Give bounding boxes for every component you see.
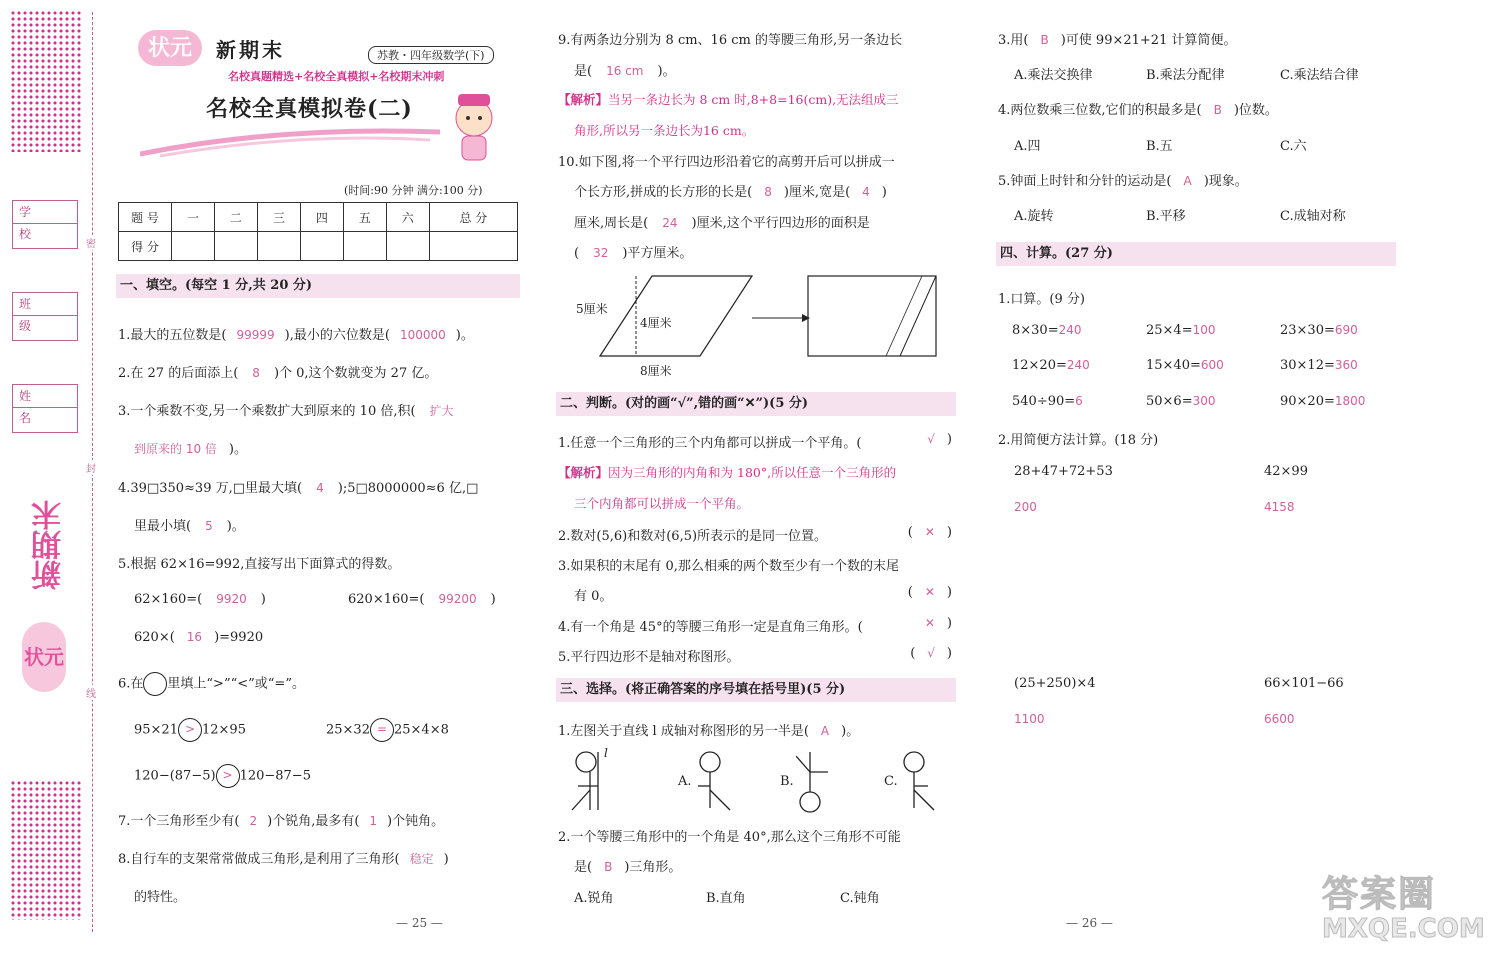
edition-badge: 苏教・四年级数学(下)	[368, 46, 494, 64]
q-text: (	[574, 246, 580, 261]
section-4-title: 四、计算。(27 分)	[996, 242, 1396, 266]
question-1-4-cont	[134, 515, 245, 534]
q-text: )。	[657, 64, 676, 79]
q-text: 2.在 27 的后面添上(	[118, 366, 239, 381]
q-text: )厘米,这个平行四边形的面积是	[691, 216, 870, 231]
score-input[interactable]	[343, 232, 386, 261]
question-1-10-l4	[574, 242, 692, 261]
school-field[interactable]	[12, 200, 78, 249]
judge-answer[interactable]: ✕	[924, 525, 935, 539]
judge-3-cont: 有 0。 ( ✕ )	[574, 585, 952, 604]
q-text: )可使 99×21+21 计算简便。	[1060, 33, 1237, 48]
answer[interactable]: A	[820, 724, 830, 738]
q-text: 620×160=(	[348, 592, 425, 607]
judge-answer[interactable]: ✕	[924, 616, 935, 630]
q-text: 是(	[574, 64, 593, 79]
choice-2-cont	[574, 856, 681, 875]
calc-4-expr: 66×101−66	[1264, 676, 1344, 691]
time-score-info: (时间:90 分钟 满分:100 分)	[344, 184, 483, 197]
q-text: 个长方形,拼成的长方形的长是(	[574, 185, 753, 200]
q-text: 里最小填(	[134, 519, 192, 534]
q-text: )厘米,宽是(	[783, 185, 851, 200]
answer[interactable]: 32	[593, 246, 609, 260]
q-text: 是(	[574, 860, 593, 875]
question-1-5-a	[134, 592, 266, 607]
q-text: )。	[455, 328, 474, 343]
answer[interactable]: 1	[369, 814, 378, 828]
q-text: 5.平行四边形不是轴对称图形。	[558, 650, 740, 665]
q-text: 25×32	[326, 722, 370, 738]
compare-1	[134, 718, 246, 742]
blank-circle	[143, 672, 167, 696]
q-text: )个 0,这个数就变为 27 亿。	[273, 366, 438, 381]
oral-answer[interactable]: 690	[1334, 323, 1358, 337]
choice-2-option-c[interactable]: C.钝角	[840, 891, 880, 906]
figure-side-label: 5厘米	[576, 302, 608, 316]
class-field[interactable]	[12, 292, 78, 341]
oral-calc-item	[1280, 358, 1358, 373]
q-text: )	[490, 592, 496, 607]
choice-4-option-b[interactable]: B.五	[1146, 139, 1173, 154]
compare-3	[134, 764, 311, 788]
calc-1-expr: 28+47+72+53	[1014, 464, 1113, 479]
question-1-10: 10.如下图,将一个平行四边形沿着它的高剪开后可以拼成一	[558, 155, 895, 170]
choice-5-option-b[interactable]: B.平移	[1146, 209, 1186, 224]
q-text: 4.有一个角是 45°的等腰三角形一定是直角三角形。(	[558, 620, 863, 635]
compare-2	[326, 718, 449, 742]
q-text: 12×95	[201, 722, 246, 738]
score-input[interactable]	[386, 232, 429, 261]
q-text: 1.任意一个三角形的三个内角都可以拼成一个平角。(	[558, 436, 862, 451]
q-text: )。	[226, 519, 245, 534]
oral-calc-item	[1012, 323, 1082, 338]
explanation-judge-1-cont: 三个内角都可以拼成一个平角。	[574, 496, 750, 511]
oral-expr: 23×30=	[1280, 323, 1335, 338]
q-text: 厘米,周长是(	[574, 216, 649, 231]
calc-3-expr: (25+250)×4	[1014, 676, 1096, 691]
q-text: )=9920	[214, 630, 264, 645]
oral-expr: 30×12=	[1280, 358, 1335, 373]
q-text: 6.在	[118, 676, 144, 692]
score-cell: 总 分	[429, 203, 517, 232]
answer[interactable]: 4	[316, 481, 324, 495]
score-cell: 三	[257, 203, 300, 232]
calc-2-answer[interactable]: 4158	[1264, 500, 1295, 514]
choice-5-option-c[interactable]: C.成轴对称	[1280, 209, 1346, 224]
calc-3-answer[interactable]: 1100	[1014, 712, 1045, 726]
question-1-8	[118, 848, 449, 867]
score-cell: 题 号	[119, 203, 172, 232]
question-1-10-l3	[574, 212, 870, 231]
section-1-title: 一、填空。(每空 1 分,共 20 分)	[116, 274, 520, 298]
line-l-label: l	[604, 746, 608, 760]
choice-5	[998, 170, 1248, 189]
oral-calc-item	[1280, 394, 1365, 409]
oral-expr: 12×20=	[1012, 358, 1067, 373]
answer[interactable]: 稳定	[409, 852, 434, 866]
answer[interactable]: 16	[186, 630, 203, 644]
oral-calc-item	[1012, 358, 1090, 373]
page-number-right: — 26 —	[1066, 916, 1113, 930]
choice-3	[998, 29, 1236, 48]
question-1-5-b	[348, 592, 496, 607]
simplify-calc-title: 2.用简便方法计算。(18 分)	[998, 433, 1159, 448]
q-text: 里填上“>”“<”或“=”。	[167, 676, 305, 692]
section-3-title: 三、选择。(将正确答案的序号填在括号里)(5 分)	[556, 678, 956, 702]
judge-5: 5.平行四边形不是轴对称图形。 ( √ )	[558, 646, 952, 665]
q-text: 25×4×8	[393, 722, 449, 738]
compare-answer[interactable]: >	[216, 764, 240, 788]
calc-4-answer[interactable]: 6600	[1264, 712, 1295, 726]
explanation-9-cont: 角形,所以另一条边长为16 cm。	[574, 123, 755, 138]
cut-mark-1: 密	[86, 235, 96, 250]
question-1-3	[118, 400, 454, 419]
series-name: 新期末	[216, 38, 285, 62]
q-text: )位数。	[1233, 103, 1278, 118]
answer[interactable]: B	[1040, 33, 1049, 47]
explanation-text: 因为三角形的内角和为 180°,所以任意一个三角形的	[608, 465, 897, 480]
answer[interactable]: 8	[764, 185, 772, 199]
answer[interactable]: B	[604, 860, 613, 874]
question-1-5-c	[134, 630, 263, 645]
score-cell: 五	[343, 203, 386, 232]
choice-1	[558, 720, 859, 739]
q-text: )	[881, 185, 887, 200]
score-cell: 得 分	[119, 232, 172, 261]
judge-1: 1.任意一个三角形的三个内角都可以拼成一个平角。( √ )	[558, 432, 952, 451]
compare-answer[interactable]: =	[370, 718, 394, 742]
score-input[interactable]	[429, 232, 517, 261]
oral-answer[interactable]: 600	[1200, 358, 1224, 372]
cut-mark-2: 封	[86, 460, 96, 475]
q-text: )。	[228, 442, 247, 457]
question-1-6	[118, 672, 305, 696]
q-text: 4.39□350≈39 万,□里最大填(	[118, 481, 303, 496]
q-text: )	[443, 852, 449, 867]
q-text: 2.数对(5,6)和数对(6,5)所表示的是同一位置。	[558, 529, 828, 544]
sidebar-seal: 状元	[22, 622, 66, 692]
q-text: )现象。	[1203, 174, 1248, 189]
tagline: 名校真题精选+名校全真模拟+名校期末冲刺	[228, 70, 445, 83]
oral-calc-item	[1146, 323, 1216, 338]
watermark-bottom: MXQE.COM	[1322, 914, 1485, 944]
sidebar-dot-pattern-top	[10, 10, 82, 152]
q-text: 4.两位数乘三位数,它们的积最多是(	[998, 103, 1202, 118]
compare-answer[interactable]: >	[178, 718, 202, 742]
explanation-judge-1	[558, 463, 896, 481]
choice-2-option-b[interactable]: B.直角	[706, 891, 746, 906]
question-1-2	[118, 362, 437, 381]
choice-2: 2.一个等腰三角形中的一个角是 40°,那么这个三角形不可能	[558, 830, 901, 845]
explanation-text: 当另一条边长为 8 cm 时,8+8=16(cm),无法组成三	[608, 92, 899, 107]
q-text: 620×(	[134, 630, 175, 645]
name-field[interactable]	[12, 384, 78, 433]
choice-4-option-a[interactable]: A.四	[1014, 139, 1041, 154]
question-1-1	[118, 324, 474, 343]
explanation-tag: 【解析】	[558, 465, 609, 480]
oral-answer[interactable]: 240	[1058, 323, 1082, 337]
question-1-3-cont	[134, 438, 247, 457]
section-2-title: 二、判断。(对的画“√”,错的画“✕”)(5 分)	[556, 392, 956, 416]
oral-expr: 8×30=	[1012, 323, 1059, 338]
score-input[interactable]	[300, 232, 343, 261]
q-text: 62×160=(	[134, 592, 203, 607]
score-cell: 四	[300, 203, 343, 232]
choice-3-option-b[interactable]: B.乘法分配律	[1146, 68, 1225, 83]
score-input[interactable]	[172, 232, 215, 261]
symmetry-figure-question	[568, 750, 618, 814]
q-text: 120−(87−5)	[134, 768, 216, 784]
oral-calc-item	[1146, 394, 1216, 409]
q-text: 95×21	[134, 722, 178, 738]
choice-3-option-c[interactable]: C.乘法结合律	[1280, 68, 1359, 83]
oral-expr: 90×20=	[1280, 394, 1335, 409]
question-1-9: 9.有两条边分别为 8 cm、16 cm 的等腰三角形,另一条边长	[558, 33, 903, 48]
parallelogram-figure	[570, 274, 950, 380]
question-1-9-cont	[574, 60, 676, 79]
question-1-5: 5.根据 62×16=992,直接写出下面算式的得数。	[118, 557, 401, 572]
q-text: 8.自行车的支架常常做成三角形,是利用了三角形(	[118, 852, 400, 867]
symmetry-option-a[interactable]	[694, 750, 734, 814]
oral-expr: 540÷90=	[1012, 394, 1076, 409]
choice-3-option-a[interactable]: A.乘法交换律	[1014, 68, 1093, 83]
explanation-tag: 【解析】	[558, 92, 609, 107]
score-table	[118, 202, 518, 261]
option-b-label: B.	[780, 774, 794, 789]
q-text: 3.用(	[998, 33, 1029, 48]
oral-expr: 50×6=	[1146, 394, 1193, 409]
answer[interactable]: 4	[862, 185, 870, 199]
answer[interactable]: 9920	[216, 592, 247, 606]
oral-expr: 25×4=	[1146, 323, 1193, 338]
judge-answer[interactable]: √	[927, 432, 935, 446]
q-text: 有 0。	[574, 589, 613, 604]
choice-5-option-a[interactable]: A.旋转	[1014, 209, 1054, 224]
answer[interactable]: 99200	[438, 592, 477, 606]
q-text: )个锐角,最多有(	[267, 814, 360, 829]
score-cell: 六	[386, 203, 429, 232]
symmetry-option-b[interactable]	[796, 750, 836, 814]
judge-answer[interactable]: ✕	[924, 585, 935, 599]
q-text: 1.左图关于直线 l 成轴对称图形的另一半是(	[558, 724, 809, 739]
judge-4: 4.有一个角是 45°的等腰三角形一定是直角三角形。( ✕ )	[558, 616, 952, 635]
header-swoosh	[140, 118, 440, 158]
judge-answer[interactable]: √	[927, 646, 935, 660]
symmetry-option-c[interactable]	[898, 750, 938, 814]
q-text: )。	[841, 724, 860, 739]
answer[interactable]: 16 cm	[606, 64, 644, 78]
watermark-top: 答案圈	[1322, 874, 1437, 915]
oral-answer[interactable]: 6	[1075, 394, 1083, 408]
school-label: 学 校	[13, 201, 77, 224]
answer[interactable]: 100000	[399, 328, 446, 342]
q-text: 7.一个三角形至少有(	[118, 814, 240, 829]
name-label: 姓 名	[13, 385, 77, 408]
figure-base-label: 8厘米	[640, 364, 672, 378]
answer[interactable]: 到原来的 10 倍	[134, 442, 217, 456]
oral-answer[interactable]: 100	[1192, 323, 1216, 337]
score-table-row	[119, 203, 518, 232]
oral-answer[interactable]: 300	[1192, 394, 1216, 408]
sidebar-vertical-title: 新期末	[32, 500, 67, 590]
oral-calc-item	[1012, 394, 1083, 409]
option-c-label: C.	[884, 774, 898, 789]
answer[interactable]: A	[1183, 174, 1192, 188]
class-label: 班 级	[13, 293, 77, 316]
question-1-7	[118, 810, 444, 829]
q-text: )三角形。	[624, 860, 682, 875]
oral-answer[interactable]: 240	[1066, 358, 1090, 372]
choice-2-option-a[interactable]: A.锐角	[574, 891, 614, 906]
score-input[interactable]	[214, 232, 257, 261]
q-text: 5.钟面上时针和分针的运动是(	[998, 174, 1172, 189]
q-text: ),最小的六位数是(	[284, 328, 390, 343]
explanation-9	[558, 90, 899, 108]
oral-expr: 15×40=	[1146, 358, 1201, 373]
page-number-left: — 25 —	[396, 916, 443, 930]
exam-title: 名校全真模拟卷(二)	[206, 96, 413, 122]
judge-2: 2.数对(5,6)和数对(6,5)所表示的是同一位置。 ( ✕ )	[558, 525, 952, 544]
score-cell: 一	[172, 203, 215, 232]
answer[interactable]: 99999	[236, 328, 275, 342]
sidebar-dot-pattern-bottom	[10, 780, 82, 920]
answer[interactable]: B	[1213, 103, 1222, 117]
q-text: );5□8000000≈6 亿,□	[337, 481, 479, 496]
oral-answer[interactable]: 1800	[1334, 394, 1366, 408]
q-text: )	[260, 592, 266, 607]
question-1-4	[118, 477, 478, 496]
answer[interactable]: 扩大	[429, 404, 454, 418]
q-text: )个钝角。	[387, 814, 445, 829]
oral-calc-item	[1146, 358, 1224, 373]
calc-2-expr: 42×99	[1264, 464, 1308, 479]
answer[interactable]: 5	[205, 519, 213, 533]
q-text: )平方厘米。	[622, 246, 693, 261]
choice-4	[998, 99, 1278, 118]
oral-answer[interactable]: 360	[1334, 358, 1358, 372]
q-text: 120−87−5	[239, 768, 311, 784]
calc-1-answer[interactable]: 200	[1014, 500, 1037, 514]
answer[interactable]: 24	[662, 216, 678, 230]
judge-3: 3.如果积的末尾有 0,那么相乘的两个数至少有一个数的末尾	[558, 559, 899, 574]
option-a-label: A.	[678, 774, 692, 789]
score-cell: 二	[214, 203, 257, 232]
score-table-row	[119, 232, 518, 261]
cut-mark-3: 线	[86, 685, 96, 700]
answer[interactable]: 2	[249, 814, 258, 828]
choice-4-option-c[interactable]: C.六	[1280, 139, 1307, 154]
mascot-illustration	[442, 88, 506, 164]
answer[interactable]: 8	[252, 366, 260, 380]
oral-calc-title: 1.口算。(9 分)	[998, 292, 1085, 307]
q-text: 3.一个乘数不变,另一个乘数扩大到原来的 10 倍,积(	[118, 404, 416, 419]
q-text: 1.最大的五位数是(	[118, 328, 227, 343]
oral-calc-item	[1280, 323, 1358, 338]
question-1-8-cont: 的特性。	[134, 890, 187, 905]
brand-logo: 状元	[138, 30, 202, 66]
score-input[interactable]	[257, 232, 300, 261]
question-1-10-l2	[574, 181, 887, 200]
figure-height-label: 4厘米	[640, 316, 672, 330]
